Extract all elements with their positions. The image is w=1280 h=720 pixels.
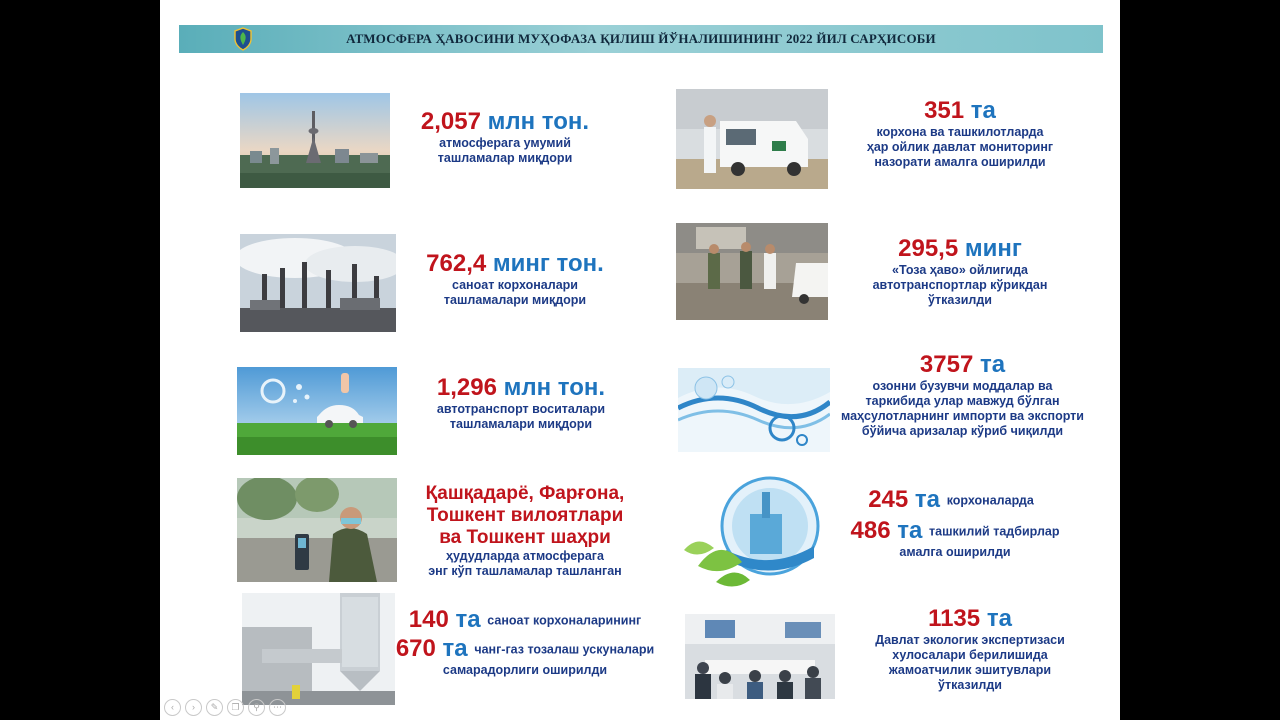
stat-block-ozone: [825, 351, 1100, 439]
stat-block-vehicle-emissions: [410, 374, 632, 432]
stat-value: 351: [924, 97, 965, 124]
public-hearing-meeting-photo: [685, 614, 835, 699]
slideshow-toolbar: [164, 697, 290, 716]
stat-value: 486: [850, 516, 891, 544]
stat-desc: самарадорлиги оширилди: [442, 663, 608, 678]
stat-value: 670: [395, 634, 436, 662]
header-bar: [179, 25, 1103, 53]
stat-block-clean-air: [850, 235, 1070, 308]
stat-desc: жамоатчилик эшитувлари: [888, 663, 1052, 677]
stat-desc: амалга оширилди: [899, 545, 1011, 560]
next-icon[interactable]: ›: [185, 699, 202, 716]
stat-unit: та: [970, 97, 996, 124]
stat-desc: атмосферага умумий: [439, 136, 571, 150]
stat-value: 3757: [919, 351, 974, 378]
pen-icon[interactable]: ✎: [206, 699, 223, 716]
stat-value: 140: [408, 606, 449, 633]
zoom-icon[interactable]: ⚲: [248, 699, 265, 716]
stat-desc: чанг-газ тозалаш ускуналари: [474, 642, 655, 657]
stat-desc: Давлат экологик экспертизаси: [875, 633, 1065, 647]
monitoring-van-photo: [676, 89, 828, 189]
stat-block-measures: [835, 486, 1075, 560]
air-monitoring-officer-photo: [237, 478, 397, 582]
vehicle-inspection-photo: [676, 223, 828, 320]
page-title: АТМОСФЕРА ҲАВОСИНИ МУҲОФАЗА ҚИЛИШ ЙЎНАЛИШИНИНГ 2022 ЙИЛ САРҲИСОБИ: [346, 31, 936, 46]
stat-desc: маҳсулотларнинг импорти ва экспорти: [841, 409, 1084, 423]
stat-desc: озонни бузувчи моддалар ва: [872, 379, 1053, 393]
stat-desc: ташкилий тадбирлар: [929, 524, 1060, 539]
stat-desc: автотранспорт воситалари: [436, 402, 606, 416]
stat-desc: энг кўп ташламалар ташланган: [428, 564, 622, 578]
city-tower-photo: [240, 93, 390, 188]
stat-value: 2,057: [420, 108, 481, 135]
prev-icon[interactable]: ‹: [164, 699, 181, 716]
stat-value: 1135: [928, 605, 981, 632]
stat-block-regions: [415, 483, 635, 579]
stat-value: 245: [868, 486, 909, 513]
stat-unit: млн тон.: [487, 108, 590, 135]
stat-unit: та: [455, 606, 481, 633]
stat-desc: таркибида улар мавжуд бўлган: [865, 394, 1060, 408]
stat-desc: корхоналарда: [946, 493, 1034, 508]
factory-chimneys-photo: [240, 234, 396, 332]
stat-desc: бўйича аризалар кўриб чиқилди: [861, 424, 1064, 438]
slide: [160, 0, 1120, 720]
stat-desc: ташламалари миқдори: [443, 293, 587, 307]
stat-unit: минг: [964, 235, 1022, 262]
stat-desc: саноат корхоналари: [452, 278, 578, 292]
region-line: Қашқадарё, Фарғона,: [425, 483, 625, 504]
eco-car-photo: [237, 367, 397, 455]
gas-cleaning-equipment-photo: [242, 593, 395, 705]
stat-unit: та: [442, 634, 468, 662]
region-line: Тошкент вилоятлари: [426, 505, 624, 526]
stat-desc: «Тоза ҳаво» ойлигида: [892, 263, 1028, 277]
stat-desc: ўтказилди: [928, 293, 992, 307]
stat-value: 1,296: [436, 374, 497, 401]
stat-unit: млн тон.: [503, 374, 606, 401]
stat-desc: ташламалар миқдори: [437, 151, 573, 165]
stat-block-total-emissions: [400, 108, 610, 166]
stat-desc: саноат корхоналарининг: [487, 613, 642, 628]
stat-value: 762,4: [426, 250, 487, 277]
stat-block-public-hearings: [860, 605, 1080, 693]
copy-icon[interactable]: ❐: [227, 699, 244, 716]
stat-desc: назорати амалга оширилди: [874, 155, 1046, 169]
stat-desc: хулосалари берилишида: [892, 648, 1048, 662]
stat-block-gas-cleaning: [390, 606, 660, 678]
ozone-water-photo: [678, 368, 830, 452]
region-line: ва Тошкент шаҳри: [439, 527, 611, 548]
stat-unit: та: [979, 351, 1006, 378]
more-icon[interactable]: ⋯: [269, 699, 286, 716]
stat-desc: ҳар ойлик давлат мониторинг: [866, 140, 1054, 154]
stat-value: 295,5: [898, 235, 959, 262]
stat-block-industry-emissions: [405, 250, 625, 308]
stat-desc: ҳудудларда атмосферага: [446, 549, 604, 563]
stat-unit: минг тон.: [492, 250, 604, 277]
stat-desc: ўтказилди: [938, 678, 1002, 692]
stat-desc: корхона ва ташкилотларда: [876, 125, 1044, 139]
stat-unit: та: [914, 486, 941, 513]
stat-desc: автотранспортлар кўрикдан: [872, 278, 1048, 292]
eco-factory-globe-illustration: [680, 474, 830, 592]
stat-desc: ташламалари миқдори: [449, 417, 593, 431]
stat-unit: та: [897, 516, 923, 544]
stat-block-monitoring: [850, 97, 1070, 170]
stat-unit: та: [986, 605, 1012, 632]
